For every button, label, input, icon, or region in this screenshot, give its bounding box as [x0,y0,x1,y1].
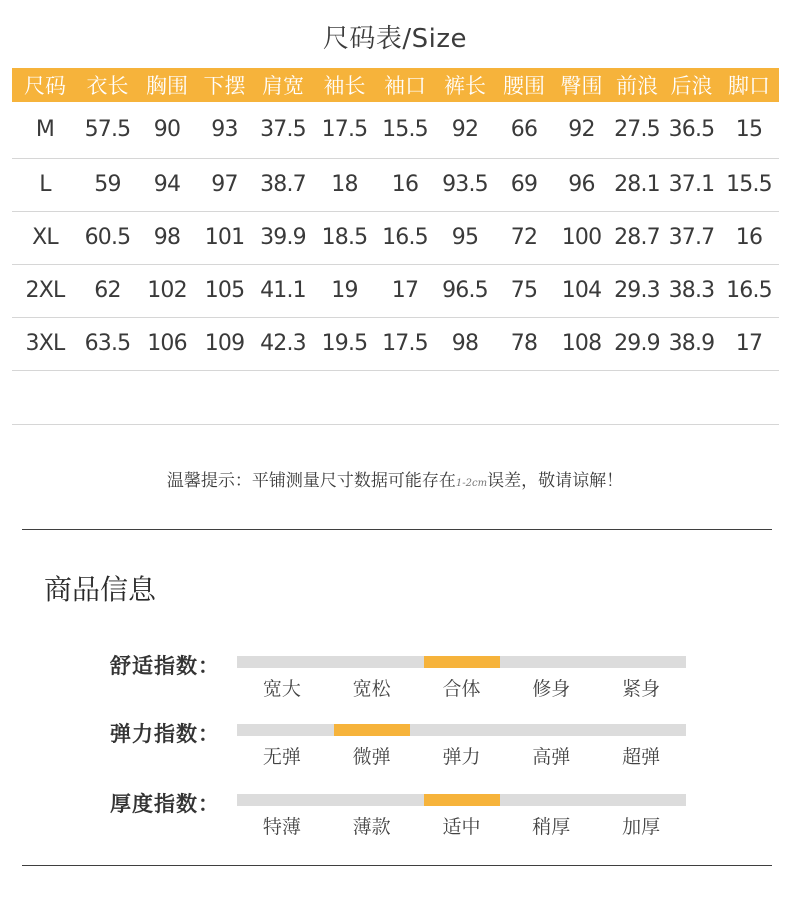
index-option: 稍厚 [532,816,571,838]
measurement-cell: 92 [435,102,495,158]
size-label-cell: L [12,158,78,211]
measurement-cell: 62 [78,264,137,317]
index-option: 加厚 [622,816,661,838]
thickness-index-marker [424,794,500,806]
measurement-cell: 37.5 [252,102,314,158]
measurement-cell: 105 [197,264,252,317]
header-cell: 腰围 [495,68,553,102]
measurement-cell: 38.7 [252,158,314,211]
table-row [12,211,779,264]
elasticity-index-bar [237,724,686,736]
index-option: 无弹 [262,746,301,768]
comfort-index-bar [237,656,686,668]
measurement-cell: 106 [137,317,197,370]
measurement-cell: 37.1 [664,158,719,211]
measurement-cell: 72 [495,211,553,264]
measurement-cell: 19.5 [314,317,375,370]
measurement-cell: 15 [719,102,779,158]
thickness-index-bar [237,794,686,806]
measurement-cell: 18.5 [314,211,375,264]
index-option: 紧身 [622,678,661,700]
header-cell: 尺码 [12,68,78,102]
index-option: 超弹 [622,746,661,768]
measurement-cell: 15.5 [375,102,435,158]
measurement-cell: 17 [719,317,779,370]
header-cell: 裤长 [435,68,495,102]
size-label-cell: M [12,102,78,158]
measurement-cell: 63.5 [78,317,137,370]
header-cell: 袖口 [375,68,435,102]
table-end-divider [12,424,779,425]
measurement-cell: 78 [495,317,553,370]
header-cell: 臀围 [553,68,610,102]
measurement-cell: 95 [435,211,495,264]
measurement-cell: 37.7 [664,211,719,264]
comfort-index-label: 舒适指数： [110,654,220,678]
measurement-cell: 93.5 [435,158,495,211]
index-option: 合体 [442,678,481,700]
measurement-cell: 16.5 [375,211,435,264]
size-label-cell: XL [12,211,78,264]
measurement-cell: 16 [375,158,435,211]
header-cell: 脚口 [719,68,779,102]
header-cell: 下摆 [197,68,252,102]
measurement-cell: 28.7 [610,211,664,264]
measurement-cell: 96 [553,158,610,211]
measurement-cell: 104 [553,264,610,317]
measurement-cell: 96.5 [435,264,495,317]
measurement-cell: 108 [553,317,610,370]
measurement-cell: 59 [78,158,137,211]
table-row [12,158,779,211]
measurement-cell: 28.1 [610,158,664,211]
measurement-cell: 75 [495,264,553,317]
measurement-cell: 29.9 [610,317,664,370]
product-info-title: 商品信息 [44,573,157,606]
elasticity-index-marker [334,724,410,736]
header-cell: 后浪 [664,68,719,102]
table-row [12,102,779,158]
measurement-cell: 97 [197,158,252,211]
index-option: 特薄 [262,816,301,838]
measurement-cell: 38.9 [664,317,719,370]
measurement-cell: 98 [137,211,197,264]
index-option: 宽松 [352,678,391,700]
measurement-cell: 93 [197,102,252,158]
measurement-cell: 69 [495,158,553,211]
index-option: 修身 [532,678,571,700]
measurement-cell: 17.5 [375,317,435,370]
thickness-index-label: 厚度指数： [110,792,220,816]
header-cell: 衣长 [78,68,137,102]
measurement-cell: 39.9 [252,211,314,264]
measurement-cell: 19 [314,264,375,317]
measurement-cell: 38.3 [664,264,719,317]
measurement-cell: 17 [375,264,435,317]
measurement-cell: 92 [553,102,610,158]
header-cell: 肩宽 [252,68,314,102]
size-chart-title: 尺码表/Size [322,24,468,54]
measurement-cell: 90 [137,102,197,158]
measurement-cell: 16 [719,211,779,264]
measurement-cell: 29.3 [610,264,664,317]
measurement-cell: 18 [314,158,375,211]
measurement-cell: 42.3 [252,317,314,370]
size-label-cell: 3XL [12,317,78,370]
tip-range: 1-2cm [455,478,488,489]
section-divider-bottom [22,865,772,866]
size-label-cell: 2XL [12,264,78,317]
measurement-cell: 98 [435,317,495,370]
header-cell: 胸围 [137,68,197,102]
measurement-cell: 57.5 [78,102,137,158]
table-row [12,317,779,370]
thickness-index-options [237,812,686,842]
index-option: 高弹 [532,746,571,768]
measurement-cell: 101 [197,211,252,264]
index-option: 宽大 [262,678,301,700]
comfort-index-options [237,674,686,704]
comfort-index-marker [424,656,500,668]
measurement-cell: 94 [137,158,197,211]
size-chart-table [12,68,779,371]
elasticity-index-label: 弹力指数： [110,722,220,746]
measurement-cell: 102 [137,264,197,317]
tip-text-end: 误差，敬请谅解！ [487,471,624,491]
measurement-cell: 27.5 [610,102,664,158]
measurement-cell: 66 [495,102,553,158]
measurement-cell: 36.5 [664,102,719,158]
index-option: 适中 [442,816,481,838]
measurement-cell: 100 [553,211,610,264]
index-option: 微弹 [352,746,391,768]
measurement-tip [0,466,790,491]
header-cell: 前浪 [610,68,664,102]
measurement-cell: 15.5 [719,158,779,211]
measurement-cell: 109 [197,317,252,370]
index-option: 薄款 [352,816,391,838]
table-row [12,264,779,317]
measurement-cell: 41.1 [252,264,314,317]
index-option: 弹力 [442,746,481,768]
elasticity-index-options [237,742,686,772]
section-divider-top [22,529,772,530]
measurement-cell: 17.5 [314,102,375,158]
measurement-cell: 60.5 [78,211,137,264]
header-cell: 袖长 [314,68,375,102]
tip-text: 温馨提示：平铺测量尺寸数据可能存在 [166,471,456,491]
measurement-cell: 16.5 [719,264,779,317]
size-table-header-row [12,68,779,102]
